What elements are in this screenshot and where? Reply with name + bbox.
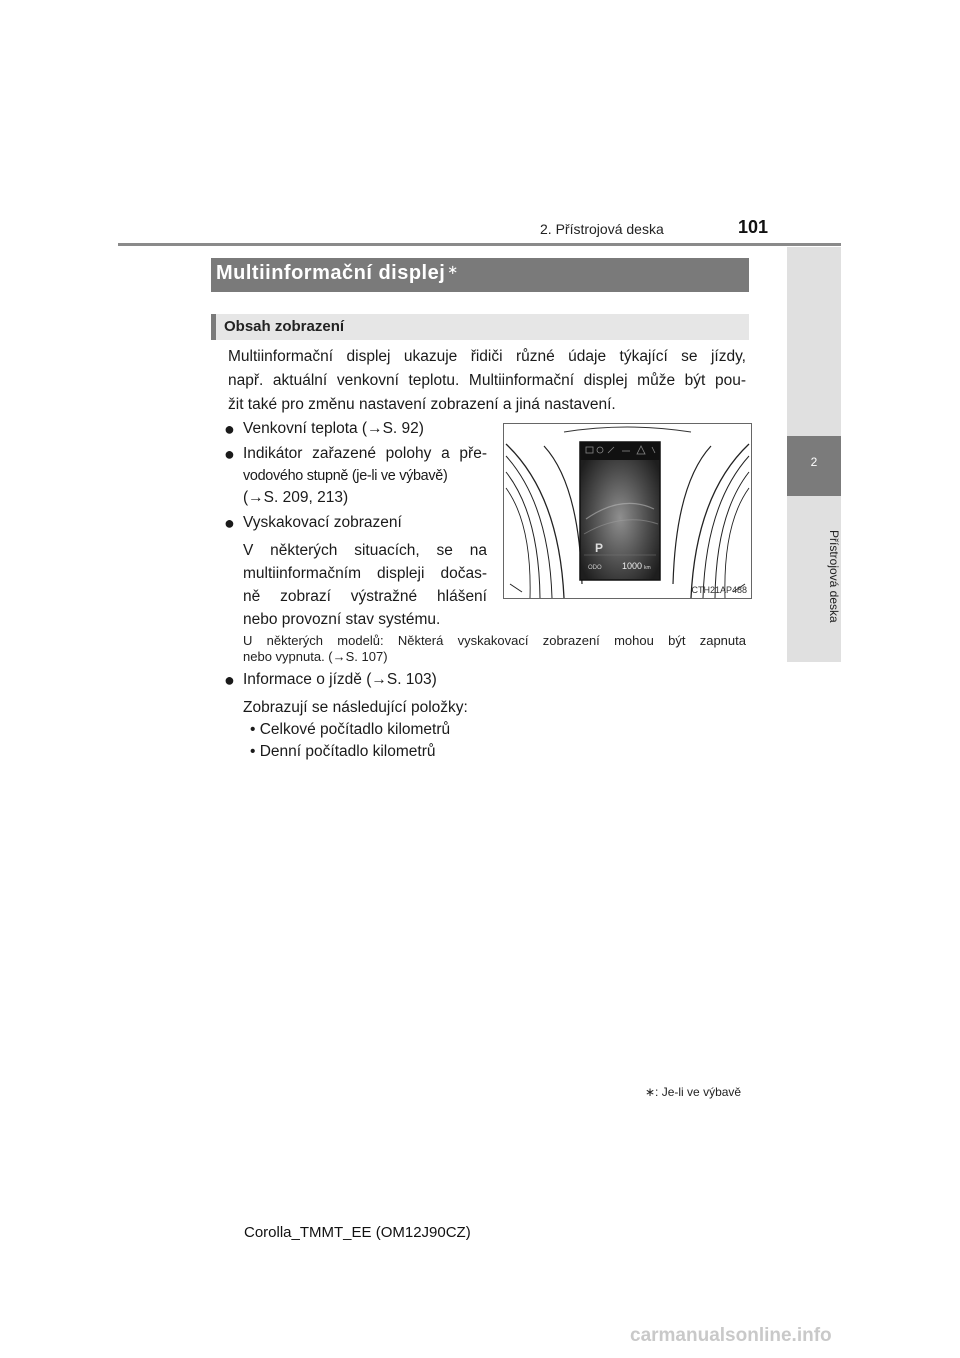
bullet-gear-indicator-cont: vodového stupně (je-li ve výbavě) <box>243 468 448 484</box>
odo-unit: km <box>644 565 651 571</box>
intro-line: žit také pro změnu nastavení zobrazení a jiná nastavení. <box>228 396 616 413</box>
section-title <box>216 262 459 285</box>
popup-desc-line: ně zobrazí výstražné hlášení <box>243 588 487 605</box>
bullet-icon: ● <box>224 670 235 690</box>
running-header-section: 2. Přístrojová deska <box>540 221 664 237</box>
page-number: 101 <box>738 217 769 237</box>
trip-info-item-tripmeter: • Denní počítadlo kilometrů <box>250 743 436 760</box>
intro-line: Multiinformační displej ukazuje řidiči různé údaje týkající se jízdy, <box>228 348 746 365</box>
bullet-trip-info: Informace o jízdě (→S. 103) <box>243 671 437 688</box>
gear-indicator: P <box>595 541 604 555</box>
odo-label: ODO <box>588 565 602 571</box>
popup-desc-line: V některých situacích, se na <box>243 542 487 559</box>
trip-info-desc: Zobrazují se následující položky: <box>243 699 468 716</box>
bullet-gear-indicator-ref: (→S. 209, 213) <box>243 489 349 506</box>
footnote: ∗: Je-li ve výbavě <box>645 1085 742 1099</box>
cluster-drawing <box>504 424 751 598</box>
watermark: carmanualsonline.info <box>630 1325 832 1346</box>
subheading-accent <box>211 314 216 340</box>
bullet-gear-indicator: Indikátor zařazené polohy a pře- <box>243 445 487 462</box>
odo-value: 1000 <box>622 561 643 571</box>
section-title-text: Multiinformační displej <box>216 262 446 284</box>
header-rule <box>118 243 841 246</box>
document-footer: Corolla_TMMT_EE (OM12J90CZ) <box>244 1224 471 1241</box>
figure-id: CTH21AP488 <box>691 585 747 595</box>
chapter-tab-number: 2 <box>810 455 818 469</box>
bullet-icon: ● <box>224 513 235 533</box>
bullet-icon: ● <box>224 444 235 464</box>
intro-paragraph <box>228 345 746 417</box>
bullet-popup-display: Vyskakovací zobrazení <box>243 514 402 531</box>
bullet-outside-temp: Venkovní teplota (→S. 92) <box>243 420 424 437</box>
note-line: U některých modelů: Některá vyskakovací zobrazení mohou být zapnuta <box>243 633 746 648</box>
optional-equipment-mark: ∗ <box>447 262 459 277</box>
popup-desc-line: multiinformačním displeji dočas- <box>243 565 487 582</box>
instrument-cluster-illustration <box>503 423 752 599</box>
intro-line: např. aktuální venkovní teplotu. Multiinformační displej může být pou- <box>228 372 746 389</box>
bullet-icon: ● <box>224 419 235 439</box>
subheading: Obsah zobrazení <box>224 318 345 335</box>
chapter-tab-label <box>787 506 841 646</box>
popup-desc-line: nebo provozní stav systému. <box>243 611 441 628</box>
note-line: nebo vypnuta. (→S. 107) <box>243 649 388 664</box>
trip-info-item-odometer: • Celkové počítadlo kilometrů <box>250 721 451 738</box>
chapter-tab-label-text: Přístrojová deska <box>827 529 841 623</box>
